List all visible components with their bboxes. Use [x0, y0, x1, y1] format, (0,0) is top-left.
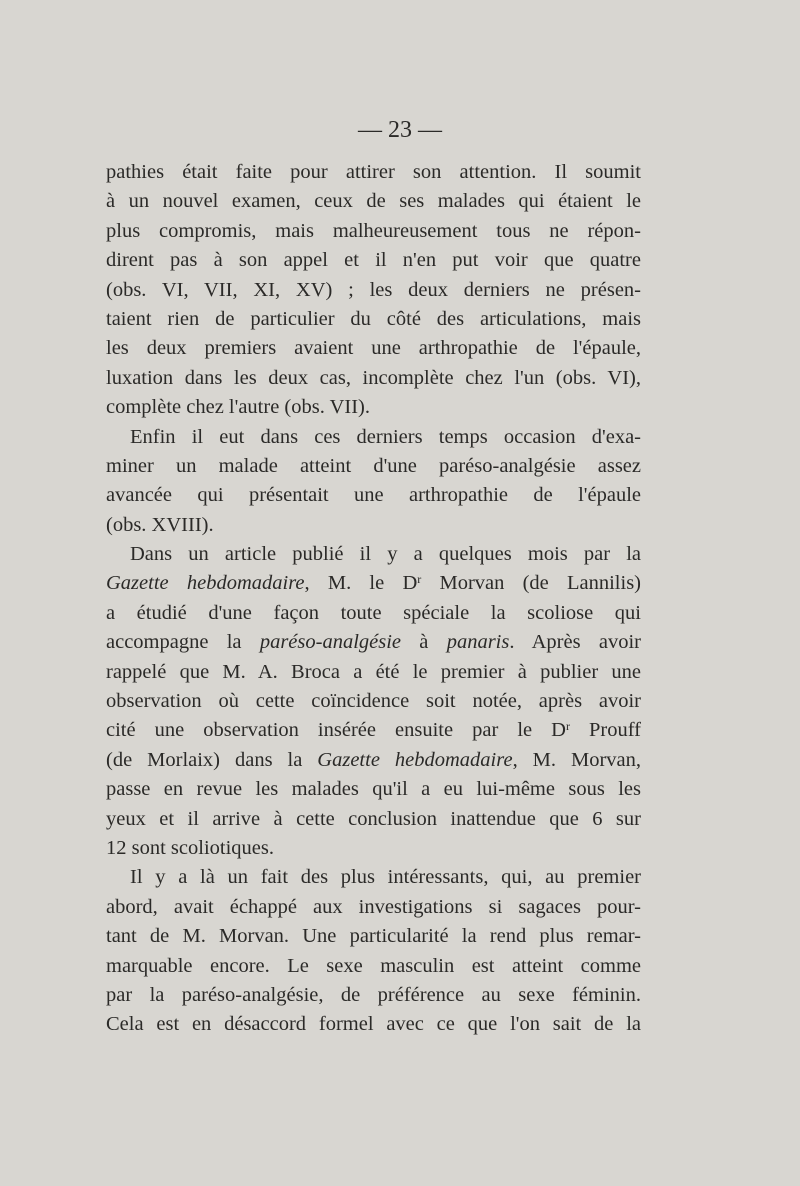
text-line: (obs. XVIII).: [106, 513, 214, 536]
text-line: Enfin il eut dans ces derniers temps occasion d'exa-: [130, 425, 641, 448]
text-line: marquable encore. Le sexe masculin est atteint comme: [106, 954, 641, 977]
text-line: tant de M. Morvan. Une particularité la rend plus remar-: [106, 925, 641, 948]
text-line: complète chez l'autre (obs. VII).: [106, 396, 371, 419]
text-line: (obs. VI, VII, XI, XV) ; les deux derniers ne présen-: [106, 278, 641, 301]
text-line: dirent pas à son appel et il n'en put voir que quatre: [106, 249, 641, 272]
text-line: abord, avait échappé aux investigations si sagaces pour-: [106, 895, 641, 918]
text-line: observation où cette coïncidence soit notée, après avoir: [106, 690, 641, 713]
text-line: 12 sont scoliotiques.: [106, 836, 274, 859]
body-text: [106, 158, 641, 1040]
text-line: plus compromis, mais malheureusement tous ne répon-: [106, 219, 641, 242]
text-line: Dans un article publié il y a quelques mois par la: [130, 543, 641, 566]
text-line-styled: [106, 628, 641, 657]
text-fragment: accompagne la: [106, 631, 260, 654]
text-line-styled: [106, 569, 641, 598]
text-fragment: , M. Morvan,: [512, 748, 641, 771]
text-line: passe en revue les malades qu'il a eu lui-même sous les: [106, 778, 641, 801]
superscript: r: [565, 719, 570, 734]
italic-title: Gazette hebdomadaire: [317, 748, 513, 771]
text-line: miner un malade atteint d'une paréso-analgésie assez: [106, 454, 641, 477]
text-line-styled: [106, 716, 641, 745]
text-line: les deux premiers avaient une arthropathie de l'épaule,: [106, 337, 641, 360]
text-line: yeux et il arrive à cette conclusion inattendue que 6 sur: [106, 807, 641, 830]
text-line: Cela est en désaccord formel avec ce que l'on sait de la: [106, 1013, 641, 1036]
text-line: pathies était faite pour attirer son attention. Il soumit: [106, 161, 641, 183]
text-fragment: Prouff: [569, 719, 641, 742]
text-fragment: à: [401, 631, 447, 654]
text-line: avancée qui présentait une arthropathie de l'épaule: [106, 484, 641, 507]
text-line: taient rien de particulier du côté des articulations, mais: [106, 307, 641, 330]
text-fragment: Morvan (de Lannilis): [421, 572, 641, 595]
superscript: r: [417, 572, 422, 587]
italic-term: panaris: [446, 631, 510, 654]
text-line: par la paréso-analgésie, de préférence au sexe féminin.: [106, 983, 641, 1006]
text-line: rappelé que M. A. Broca a été le premier à publier une: [106, 660, 641, 683]
italic-term: paréso-analgésie: [259, 631, 402, 654]
page-number: — 23 —: [358, 117, 442, 143]
text-line-styled: [106, 746, 641, 775]
text-line: Il y a là un fait des plus intéressants, qui, au premier: [130, 866, 641, 889]
text-fragment: (de Morlaix) dans la: [106, 748, 318, 771]
text-line: a étudié d'une façon toute spéciale la scoliose qui: [106, 601, 641, 624]
text-fragment: . Après avoir: [509, 631, 641, 654]
text-line: luxation dans les deux cas, incomplète chez l'un (obs. VI),: [106, 366, 641, 389]
text-fragment: cité une observation insérée ensuite par le D: [106, 719, 566, 742]
italic-title: Gazette hebdomadaire: [106, 572, 305, 595]
text-line: à un nouvel examen, ceux de ses malades qui étaient le: [106, 190, 641, 213]
text-fragment: , M. le D: [304, 572, 418, 595]
